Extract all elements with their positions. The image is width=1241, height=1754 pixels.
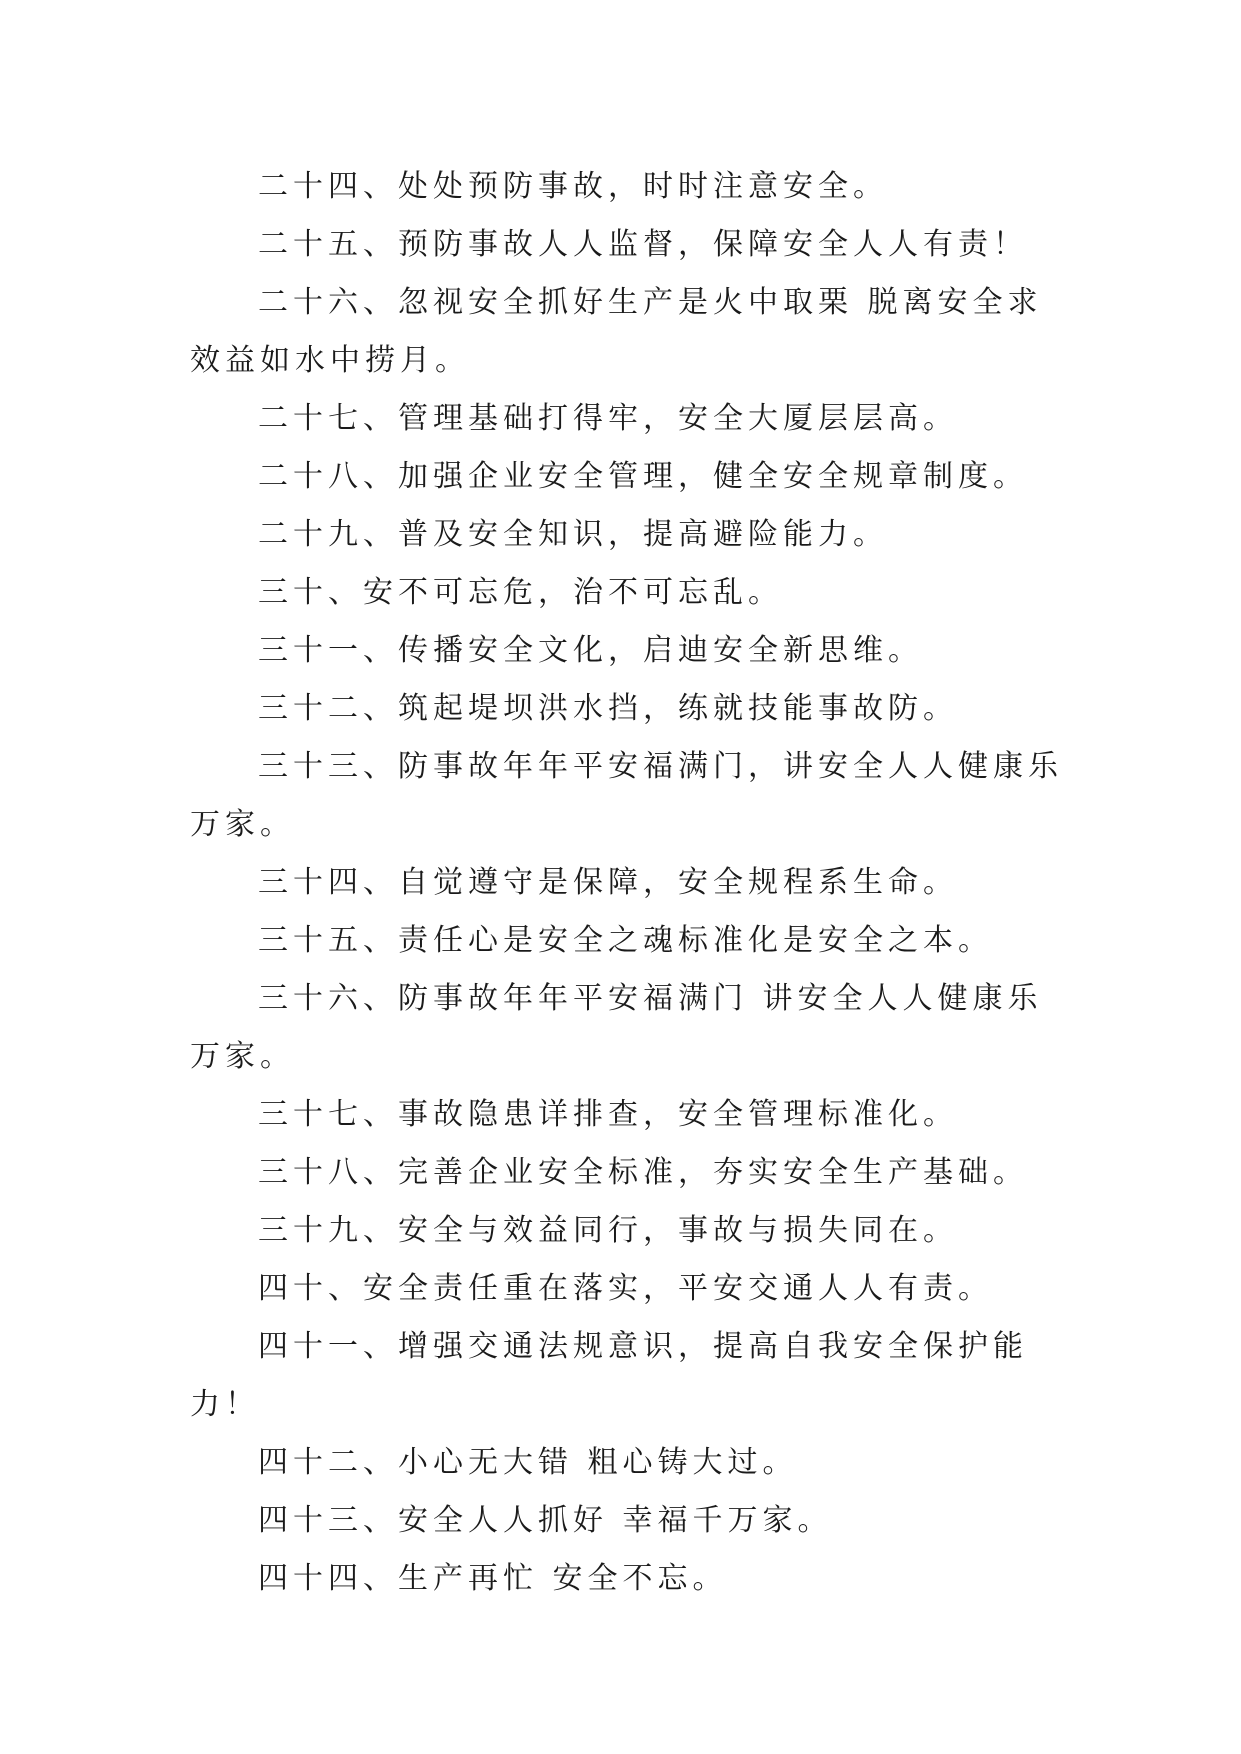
slogan-paragraph: 二十九、普及安全知识，提高避险能力。 <box>258 517 888 552</box>
slogan-paragraph: 二十四、处处预防事故，时时注意安全。 <box>258 169 888 204</box>
slogan-paragraph: 三十四、自觉遵守是保障，安全规程系生命。 <box>258 865 958 900</box>
slogan-paragraph: 三十三、防事故年年平安福满门，讲安全人人健康乐万家。 <box>190 749 1063 842</box>
slogan-paragraph: 三十七、事故隐患详排查，安全管理标准化。 <box>258 1097 958 1132</box>
document-body <box>190 158 1070 1608</box>
slogan-paragraph: 三十二、筑起堤坝洪水挡，练就技能事故防。 <box>258 691 958 726</box>
slogan-paragraph: 三十一、传播安全文化，启迪安全新思维。 <box>258 633 923 668</box>
slogan-paragraph: 三十六、防事故年年平安福满门 讲安全人人健康乐万家。 <box>190 981 1043 1074</box>
slogan-paragraph: 三十五、责任心是安全之魂标准化是安全之本。 <box>258 923 993 958</box>
slogan-paragraph: 二十八、加强企业安全管理，健全安全规章制度。 <box>258 459 1028 494</box>
slogan-paragraph: 四十四、生产再忙 安全不忘。 <box>258 1561 728 1596</box>
slogan-paragraph: 四十、安全责任重在落实，平安交通人人有责。 <box>258 1271 993 1306</box>
slogan-paragraph: 二十六、忽视安全抓好生产是火中取栗 脱离安全求效益如水中捞月。 <box>190 285 1043 378</box>
slogan-paragraph: 四十三、安全人人抓好 幸福千万家。 <box>258 1503 833 1538</box>
slogan-paragraph: 三十九、安全与效益同行，事故与损失同在。 <box>258 1213 958 1248</box>
slogan-paragraph: 四十一、增强交通法规意识，提高自我安全保护能力！ <box>190 1329 1028 1422</box>
slogan-paragraph: 二十五、预防事故人人监督，保障安全人人有责！ <box>258 227 1028 262</box>
slogan-paragraph: 二十七、管理基础打得牢，安全大厦层层高。 <box>258 401 958 436</box>
slogan-paragraph: 四十二、小心无大错 粗心铸大过。 <box>258 1445 798 1480</box>
slogan-paragraph: 三十八、完善企业安全标准，夯实安全生产基础。 <box>258 1155 1028 1190</box>
slogan-paragraph: 三十、安不可忘危，治不可忘乱。 <box>258 575 783 610</box>
